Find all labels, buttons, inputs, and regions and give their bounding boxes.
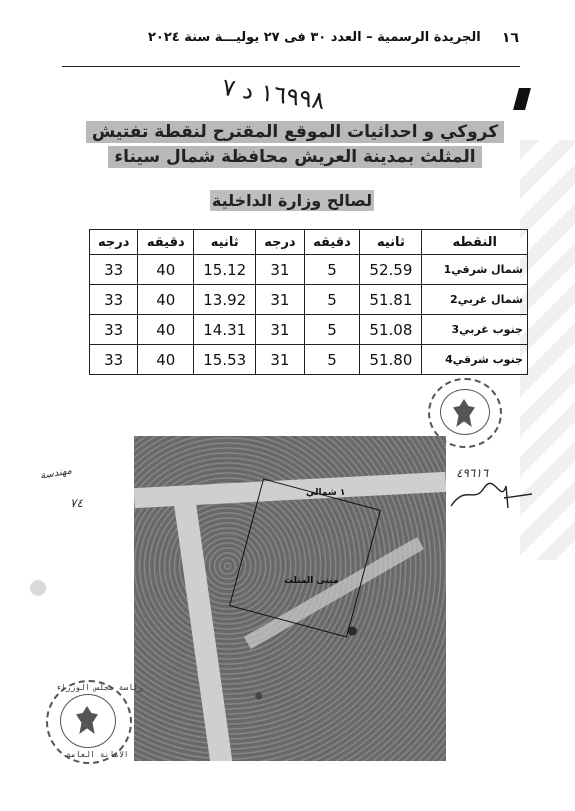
seal-bottom-text: الأمانة العامة [66,750,129,759]
cell-n-sec: 51.08 [360,315,422,345]
cell-e-sec: 15.53 [194,345,256,375]
table-header-row [90,230,528,255]
cell-n-min: 5 [304,255,360,285]
cell-n-deg: 31 [256,345,304,375]
cabinet-seal [46,680,143,764]
corner-mark [513,88,531,110]
left-handwritten-number: ٧٤ [70,496,83,510]
col-n-minutes: دقيقه [304,230,360,255]
signature-icon [446,474,536,514]
cell-n-deg: 31 [256,255,304,285]
col-point: النقطه [422,230,528,255]
page-header [0,28,575,52]
page-number: ١٦ [501,30,519,46]
title-line-2: المثلث بمدينة العريش محافظة شمال سيناء [108,146,481,168]
cell-e-deg: 33 [90,285,138,315]
document-subtitle: لصالح وزارة الداخلية [211,191,373,210]
cell-e-deg: 33 [90,255,138,285]
cell-e-min: 40 [138,345,194,375]
aerial-label-site: مبنى المثلث [284,576,339,586]
document-title [60,120,530,169]
coordinates-table [89,229,528,375]
cell-point: شمال غربي2 [422,285,528,315]
header-divider [62,66,520,67]
table-row [90,285,528,315]
cell-n-deg: 31 [256,315,304,345]
scan-spot [30,580,46,596]
cell-n-sec: 52.59 [360,255,422,285]
annotation-number: ٤٩٦١٦ [456,466,489,480]
col-e-minutes: دقيقه [138,230,194,255]
seal-top-text: رئاسة مجلس الوزراء [56,683,143,692]
table-row [90,315,528,345]
aerial-photo [134,436,446,761]
road-diagonal [173,496,237,761]
site-plot-outline [229,478,381,637]
gazette-title: الجريدة الرسمية – العدد ٣٠ فى ٢٧ يوليـــة سنة ٢٠٢٤ [148,30,481,45]
table-row [90,345,528,375]
cell-e-sec: 13.92 [194,285,256,315]
aerial-label-north: ١ شمالي [306,488,346,498]
handwritten-reference: ١٦٩٩٨ د ٧ [220,72,327,116]
cell-e-sec: 15.12 [194,255,256,285]
cell-n-sec: 51.80 [360,345,422,375]
col-n-degrees: درجه [256,230,304,255]
cell-e-deg: 33 [90,345,138,375]
title-line-1: كروكي و احداثيات الموقع المقترح لنقطة تفتيش [86,121,504,143]
table-row [90,255,528,285]
cell-point: جنوب غربي3 [422,315,528,345]
cell-n-deg: 31 [256,285,304,315]
col-e-seconds: ثانيه [194,230,256,255]
col-n-seconds: ثانيه [360,230,422,255]
cell-n-min: 5 [304,345,360,375]
cell-e-min: 40 [138,285,194,315]
cell-e-sec: 14.31 [194,315,256,345]
cell-e-min: 40 [138,315,194,345]
cell-n-sec: 51.81 [360,285,422,315]
cell-point: جنوب شرقي4 [422,345,528,375]
cell-e-deg: 33 [90,315,138,345]
cell-n-min: 5 [304,285,360,315]
left-handwritten-note: مهندسة [39,465,73,482]
cell-e-min: 40 [138,255,194,285]
col-e-degrees: درجه [90,230,138,255]
cell-point: شمال شرقي1 [422,255,528,285]
cell-n-min: 5 [304,315,360,345]
